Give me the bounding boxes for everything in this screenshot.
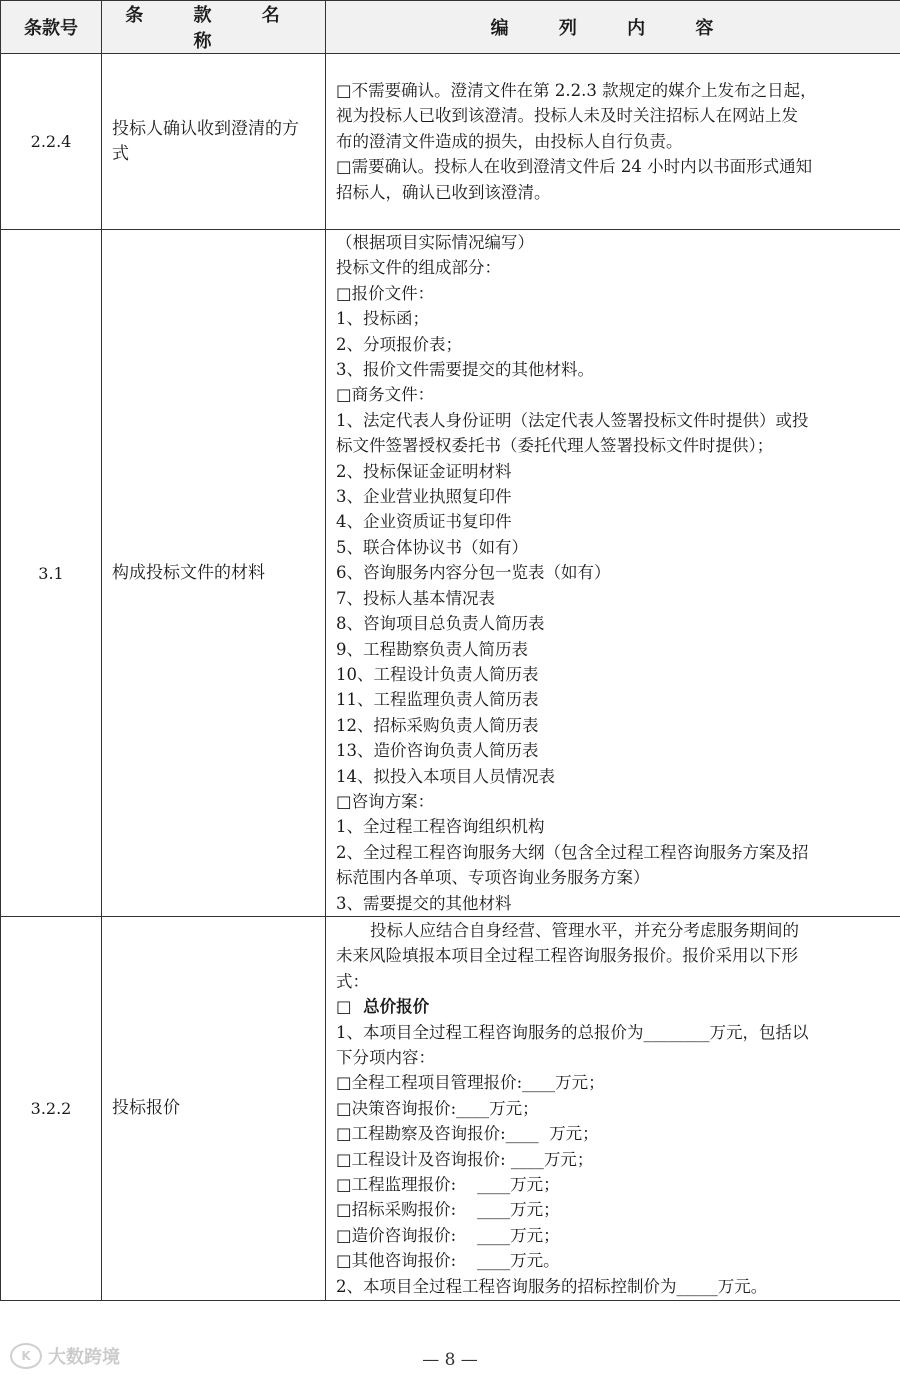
header-clause-name: 条 款 名 称 [102,1,326,54]
content-line: □全程工程项目管理报价:____万元； [336,1073,605,1093]
clause-no: 3.1 [1,230,102,917]
content-line: 2、本项目全过程工程咨询服务的招标控制价为_____万元。 [336,1276,768,1296]
page-number: — 8 — [422,1350,478,1370]
content-line: □工程监理报价: ____万元； [336,1175,560,1195]
content-line: 6、咨询服务内容分包一览表（如有） [336,563,611,583]
clause-no: 3.2.2 [1,917,102,1301]
clause-content [326,230,900,917]
content-line: 3、报价文件需要提交的其他材料。 [336,360,594,380]
content-line: 1、全过程工程咨询组织机构 [336,817,545,837]
table-header-row [1,1,900,54]
content-line: （根据项目实际情况编写） [336,233,534,253]
content-line: 标范围内各单项、专项咨询业务服务方案） [336,868,650,888]
table-row [1,54,900,230]
watermark-text: 大数跨境 [48,1347,120,1368]
header-clause-no: 条款号 [1,1,102,54]
content-line: 式： [336,971,369,991]
content-line: 3、需要提交的其他材料 [336,893,512,913]
content-line: 8、咨询项目总负责人简历表 [336,614,545,634]
content-line: □招标采购报价: ____万元； [336,1200,560,1220]
content-line: 7、投标人基本情况表 [336,588,495,608]
content-line: 12、招标采购负责人简历表 [336,715,539,735]
content-line: 5、联合体协议书（如有） [336,537,528,557]
content-line: □其他咨询报价: ____万元。 [336,1251,560,1271]
table-row [1,917,900,1301]
content-line: 招标人，确认已收到该澄清。 [336,182,551,202]
header-content: 编 列 内 容 [326,1,900,54]
content-line: 2、分项报价表； [336,334,462,354]
clause-no: 2.2.4 [1,54,102,230]
table-row [1,230,900,917]
clause-name: 投标报价 [102,917,326,1301]
content-line: 标文件签署授权委托书（委托代理人签署投标文件时提供）； [336,436,774,456]
content-line: 10、工程设计负责人简历表 [336,664,539,684]
content-line: 2、全过程工程咨询服务大纲（包含全过程工程咨询服务方案及招 [336,842,809,862]
content-line: 投标人应结合自身经营、管理水平，并充分考虑服务期间的 [370,920,799,940]
content-line: 9、工程勘察负责人简历表 [336,639,528,659]
content-line: 布的澄清文件造成的损失，由投标人自行负责。 [336,131,683,151]
content-line: 3、企业营业执照复印件 [336,487,512,507]
clause-content [326,54,900,230]
content-line: □报价文件： [336,283,435,303]
content-line: 4、企业资质证书复印件 [336,512,512,532]
content-line: □决策咨询报价:____万元； [336,1098,539,1118]
content-line: 下分项内容： [336,1047,435,1067]
content-line: □不需要确认。澄清文件在第 2.2.3 款规定的媒介上发布之日起， [336,80,817,100]
clause-name: 投标人确认收到澄清的方式 [102,54,326,230]
content-line: 1、本项目全过程工程咨询服务的总报价为________万元，包括以 [336,1022,809,1042]
content-line: 2、投标保证金证明材料 [336,461,512,481]
content-line: 11、工程监理负责人简历表 [336,690,539,710]
content-line: 1、投标函； [336,309,429,329]
content-line: 未来风险填报本项目全过程工程咨询服务报价。报价采用以下形 [336,946,798,966]
content-line: □工程设计及咨询报价: ____万元； [336,1149,594,1169]
content-line: □工程勘察及咨询报价:____ 万元； [336,1124,599,1144]
content-line: □造价咨询报价: ____万元； [336,1225,560,1245]
content-line: 14、拟投入本项目人员情况表 [336,766,555,786]
clause-content [326,917,900,1301]
watermark-logo-icon: K [10,1343,42,1369]
content-line: 视为投标人已收到该澄清。投标人未及时关注招标人在网站上发 [336,106,798,126]
content-line: □咨询方案： [336,791,435,811]
content-line: 13、造价咨询负责人简历表 [336,741,539,761]
content-line: 1、法定代表人身份证明（法定代表人签署投标文件时提供）或投 [336,410,809,430]
content-line: □商务文件： [336,385,435,405]
content-line: 投标文件的组成部分： [336,258,501,278]
clause-name: 构成投标文件的材料 [102,230,326,917]
content-line: □需要确认。投标人在收到澄清文件后 24 小时内以书面形式通知 [336,157,813,177]
content-line: □ 总价报价 [336,997,430,1017]
